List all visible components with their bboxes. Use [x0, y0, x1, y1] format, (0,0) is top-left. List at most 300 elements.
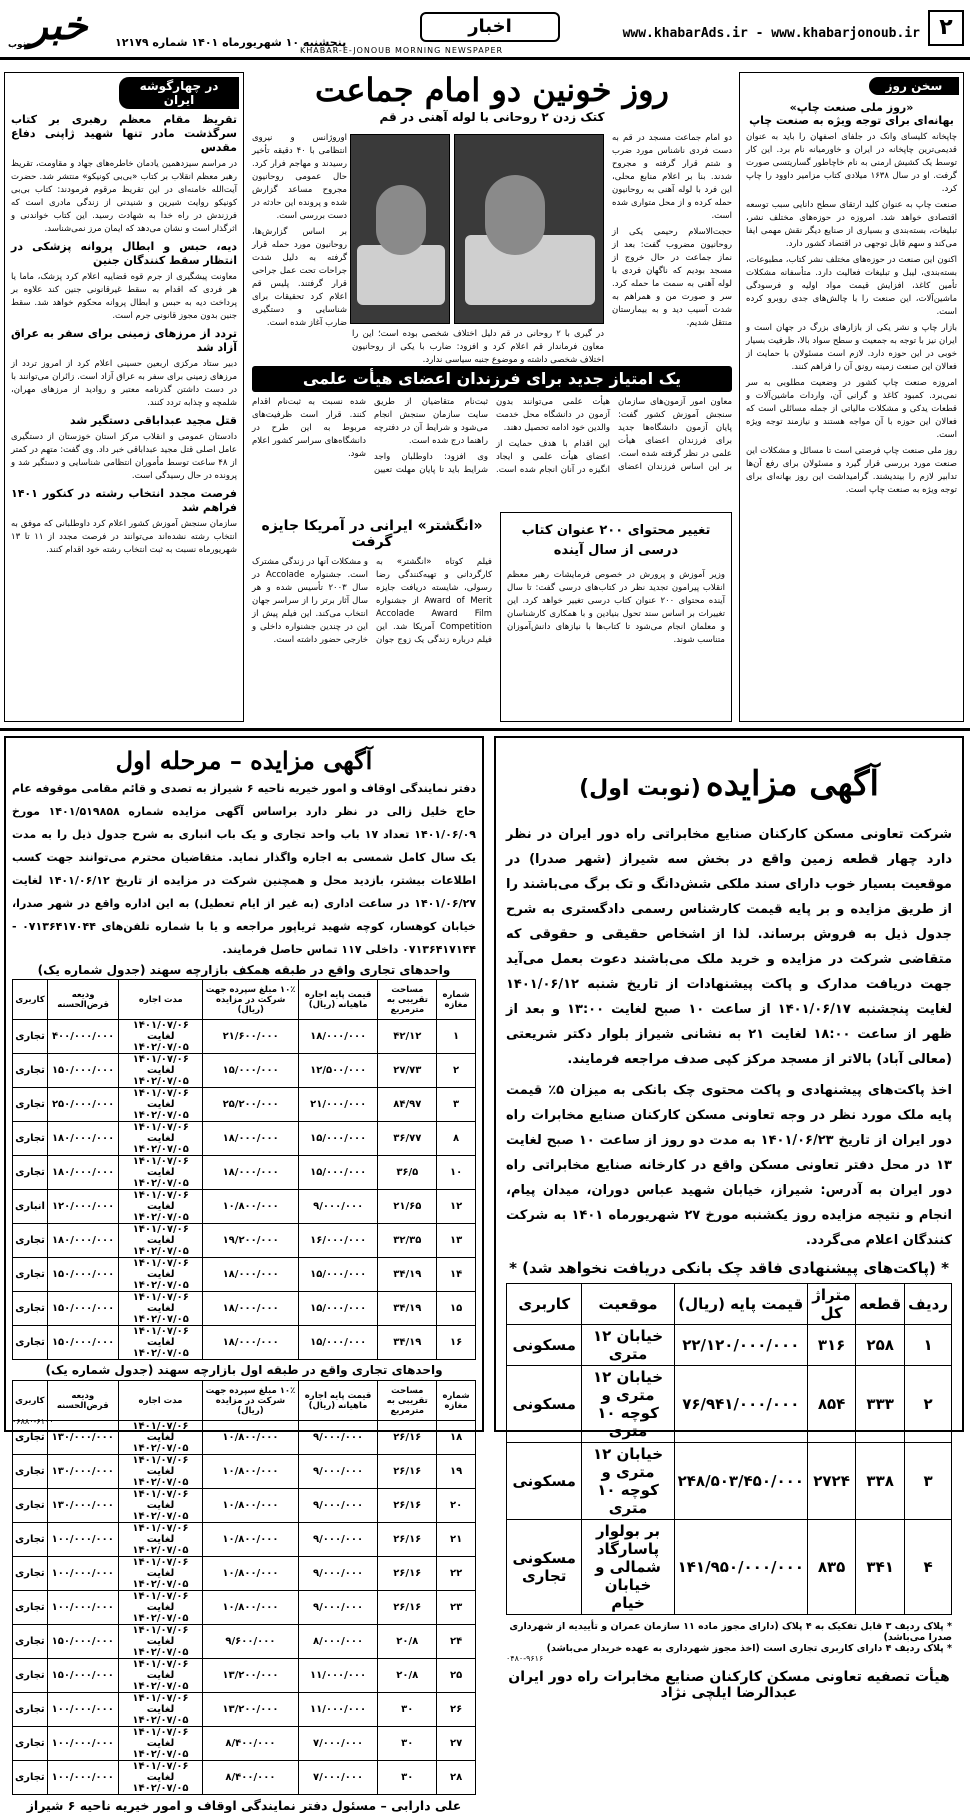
- table-cell: ۱۸۰/۰۰۰/۰۰۰: [48, 1122, 119, 1156]
- table-cell: ۱۵/۰۰۰/۰۰۰: [298, 1156, 377, 1190]
- table-row: [13, 1489, 476, 1523]
- paragraph: در گیری با ۲ روحانی در قم دلیل اختلاف شخصی بوده است؛ این را معاون فرماندار قم اعلام کرد و افزود: ضارب با یکی از روحانیون اختلاف شخصی داشته و موضوع جنبه سیاسی ندارد.: [352, 329, 604, 365]
- table-cell: ۳۴/۱۹: [378, 1292, 437, 1326]
- ad-right-body: شرکت تعاونی مسکن کارکنان صنایع مخابراتی راه دور ایران در نظر دارد چهار قطعه زمین واقع در بخش سه شیراز (شهر صدرا) در موقعیت بسیار خوب دارای سند ملکی شش‌دانگ و تک برگ می‌باشند را از طریق مزایده و بر پایه قیمت کارشناس رسمی دادگستری به شرح جدول ذیل به فروش برساند. لذا از اشخاص حقیقی و حقوقی که متقاضی شرکت در مزایده و خرید ملک می‌باشند دعوت بعمل می‌آید جهت دریافت مدارک و پاکت پیشنهادات از تاریخ شنبه ۱۴۰۱/۰۶/۱۲ لغایت پنجشنبه ۱۴۰۱/۰۶/۱۷ از ساعت ۱۰ صبح لغایت ۱۳:۰۰ و بعد از ظهر از ساعت ۱۸:۰۰ لغایت ۲۱ به نشانی شیراز بلوار دکتر شریعتی (معالی آباد) بالاتر از مسجد مرکز کپی صدف مراجعه فرمایند.: [506, 827, 953, 1067]
- table-cell: ۱۹: [437, 1455, 476, 1489]
- table-row: [13, 1258, 476, 1292]
- table-cell: ۳۰: [378, 1761, 437, 1795]
- table-cell: ۳۳۳: [856, 1366, 905, 1443]
- table-cell: تجاری: [13, 1020, 48, 1054]
- paragraph: روز ملی صنعت چاپ فرصتی است تا مسائل و مشکلات این صنعت مورد بررسی قرار گیرد و مسئولان برای رفع آن‌ها تدابیر لازم را بیندیشند. گرامیداشت این روز بهانه‌ای برای توجه ویژه به صنعت چاپ است.: [746, 446, 957, 495]
- table-cell: ۸/۴۰۰/۰۰۰: [203, 1761, 299, 1795]
- item-body: معاونت پیشگیری از جرم قوه قضاییه اعلام کرد پزشک، ماما یا هر فردی که اقدام به سقط غیرقانونی جنین کند علاوه بر پرداخت دیه به حبس و ابطال پروانه محکوم خواهد شد. سقط جنین بدون مجوز قانونی جرم است.: [11, 272, 237, 321]
- col-header: کاربری: [13, 980, 48, 1020]
- table-cell: تجاری: [13, 1455, 48, 1489]
- table-cell: ۱۰۰/۰۰۰/۰۰۰: [47, 1727, 118, 1761]
- film-news: [252, 512, 492, 722]
- science-banner: یک امتیاز جدید برای فرزندان اعضای هیأت علمی: [252, 366, 732, 392]
- table-row: [13, 1693, 476, 1727]
- ad-left-table1-title: واحدهای تجاری واقع در طبقه همکف بازارچه سهند (جدول شماره یک): [37, 963, 451, 977]
- table-cell: ۳۳۸: [856, 1443, 905, 1520]
- table-cell: مسکونی تجاری: [507, 1520, 582, 1615]
- editorial-title: «روز ملی صنعت چاپ»: [789, 101, 914, 114]
- table-cell: ۹/۰۰۰/۰۰۰: [298, 1591, 378, 1625]
- ad-right-footnote-2: * پلاک ردیف ۴ دارای کاربری تجاری است (اخذ مجوز شهرداری به عهده خریدار می‌باشد): [546, 1643, 952, 1654]
- table-cell: ۷۶/۹۴۱/۰۰۰/۰۰۰: [674, 1366, 807, 1443]
- item-headline: قتل مجید عبداباقی دستگیر شد: [70, 414, 237, 427]
- item-body: دادستان عمومی و انقلاب مرکز استان خوزستان از دستگیری عامل اصلی قتل مجید عبداباقی خبر داد. وی گفت: متهم در کمتر از ۴۸ ساعت توسط مأموران انتظامی شناسایی و دستگیر شد و پرونده در حال رسیدگی است.: [11, 432, 237, 481]
- table-cell: ۲۶/۱۶: [378, 1591, 437, 1625]
- table-cell: ۲۷: [437, 1727, 476, 1761]
- col-header: قیمت پایه اجاره ماهیانه (ریال): [298, 980, 377, 1020]
- table-cell: ۳۴۱: [856, 1520, 905, 1615]
- col-header: شماره مغازه: [437, 1381, 476, 1421]
- table-cell: ۱۹/۲۰۰/۰۰۰: [203, 1224, 299, 1258]
- table-header-row: [507, 1284, 952, 1325]
- table-row: [13, 1727, 476, 1761]
- table-cell: ۱۲: [437, 1190, 476, 1224]
- table-cell: ۳: [437, 1088, 476, 1122]
- ads-divider: [0, 728, 970, 731]
- table-cell: تجاری: [13, 1156, 48, 1190]
- table-cell: ۱۸/۰۰۰/۰۰۰: [203, 1122, 299, 1156]
- table-cell: ۲۶/۱۶: [378, 1489, 437, 1523]
- table-row: [13, 1088, 476, 1122]
- site-urls[interactable]: www.khabarAds.ir - www.khabarjonoub.ir: [622, 26, 920, 41]
- table-cell: تجاری: [13, 1489, 48, 1523]
- paragraph: اکنون این صنعت در حوزه‌های مختلف نشر کتاب، مطبوعات، بسته‌بندی، لیبل و تبلیغات فعالیت دارد. متأسفانه مشکلات تأمین کاغذ، افزایش قیمت مواد اولیه و فرسودگی ماشین‌آلات، این صنعت را با چالش‌های جدی روبرو کرده است.: [746, 255, 957, 317]
- table-cell: ۲۱/۰۰۰/۰۰۰: [298, 1088, 377, 1122]
- table-cell: تجاری: [13, 1727, 48, 1761]
- ad-right-notice: * (پاکت‌های پیشنهادی فاقد چک بانکی دریافت نخواهد شد) *: [509, 1259, 949, 1277]
- table-row: [507, 1325, 952, 1366]
- table-header-row: [13, 1381, 476, 1421]
- issue-line: پنجشنبه ۱۰ شهریورماه ۱۴۰۱ شماره ۱۲۱۷۹: [115, 36, 347, 49]
- paragraph: امروزه صنعت چاپ کشور در وضعیت مطلوبی به سر نمی‌برد. کمبود کاغذ و گرانی آن، واردات ماشین‌آلات و قطعات یدکی و مشکلات مالیاتی از جمله مسائلی است که فعالان این حوزه با آن مواجه هستند و نیازمند توجه ویژه است.: [746, 378, 957, 440]
- table-cell: ۱۴۰۱/۰۷/۰۶ لغایت ۱۴۰۲/۰۷/۰۵: [118, 1489, 202, 1523]
- table-cell: ۱۸/۰۰۰/۰۰۰: [298, 1020, 377, 1054]
- table-row: [507, 1366, 952, 1443]
- table-cell: ۱۵/۰۰۰/۰۰۰: [203, 1054, 299, 1088]
- table-cell: ۹/۶۰۰/۰۰۰: [203, 1625, 299, 1659]
- table-cell: ۱۰۰/۰۰۰/۰۰۰: [47, 1693, 118, 1727]
- lead-col-2: [252, 132, 347, 357]
- ad-left-signature: علی دارابی – مسئول دفتر نمایندگی اوقاف و امور خیریه ناحیه ۶ شیراز: [26, 1798, 462, 1813]
- table-cell: تجاری: [13, 1326, 48, 1360]
- table-row: [13, 1326, 476, 1360]
- col-header: مدت اجاره: [119, 980, 203, 1020]
- table-cell: ۹/۰۰۰/۰۰۰: [298, 1190, 377, 1224]
- table-cell: ۲۷۲۴: [807, 1443, 855, 1520]
- table-cell: ۱۰/۸۰۰/۰۰۰: [203, 1455, 299, 1489]
- book-news: [500, 512, 732, 722]
- paragraph: صنعت چاپ به عنوان کلید ارتقای سطح دانایی سبب توسعه اقتصادی خواهد شد. امروزه در حوزه‌های مختلف نشر، تبلیغات، بسته‌بندی و بسیاری از صنایع دیگر نقش مهمی ایفا می‌کند و سهم قابل توجهی در اقتصاد کشور دارد.: [746, 200, 957, 249]
- table-cell: تجاری: [13, 1292, 48, 1326]
- table-cell: مسکونی: [507, 1325, 582, 1366]
- table-cell: ۱۰/۸۰۰/۰۰۰: [203, 1190, 299, 1224]
- col-header: موقعیت: [582, 1284, 674, 1325]
- col-header: مدت اجاره: [118, 1381, 202, 1421]
- table-cell: ۳: [905, 1443, 952, 1520]
- paragraph: وی افزود: داوطلبان واجد شرایط باید تا پایان مهلت تعیین شده نسبت به ثبت‌نام اقدام کنند. قرار است ظرفیت‌های مربوط به این طرح در دانشگاه‌های سراسر کشور اعلام شود.: [252, 397, 488, 475]
- col-header: ۱۰٪ مبلغ سپرده جهت شرکت در مزایده (ریال): [203, 1381, 299, 1421]
- table-cell: ۹/۰۰۰/۰۰۰: [298, 1557, 378, 1591]
- table-cell: ۱۵۰/۰۰۰/۰۰۰: [48, 1258, 119, 1292]
- table-cell: ۱۰۰/۰۰۰/۰۰۰: [47, 1761, 118, 1795]
- table-cell: ۲۶/۱۶: [378, 1557, 437, 1591]
- table-cell: ۲۰/۸: [378, 1625, 437, 1659]
- table-cell: ۱۶: [437, 1326, 476, 1360]
- table-cell: تجاری: [13, 1659, 48, 1693]
- auction-ad-right: [494, 736, 964, 1701]
- section-label: اخبار: [420, 12, 560, 42]
- table-cell: ۲۶/۱۶: [378, 1523, 437, 1557]
- lead-photo-2: [350, 134, 450, 324]
- table-cell: ۱۴۰۱/۰۷/۰۶ لغایت ۱۴۰۲/۰۷/۰۵: [118, 1455, 202, 1489]
- ad-right-title: آگهی مزایده: [705, 764, 879, 804]
- logo-text: خبر: [28, 2, 88, 49]
- table-cell: ۱۳۰/۰۰۰/۰۰۰: [47, 1489, 118, 1523]
- ad-left-table-2: [12, 1380, 476, 1795]
- table-cell: ۲۴۸/۵۰۳/۴۵۰/۰۰۰: [674, 1443, 807, 1520]
- table-cell: ۱۰/۸۰۰/۰۰۰: [203, 1591, 299, 1625]
- col-header: قیمت پایه اجاره ماهیانه (ریال): [298, 1381, 378, 1421]
- masthead: [0, 0, 970, 60]
- table-cell: ۱۸/۰۰۰/۰۰۰: [203, 1258, 299, 1292]
- ad-right-signature-name: عبدالرضا ایلچی نژاد: [660, 1685, 798, 1701]
- table-cell: ۱۴۰۱/۰۷/۰۶ لغایت ۱۴۰۲/۰۷/۰۵: [119, 1224, 203, 1258]
- table-row: [507, 1443, 952, 1520]
- table-cell: ۲۰: [437, 1489, 476, 1523]
- table-cell: ۱۴۰۱/۰۷/۰۶ لغایت ۱۴۰۲/۰۷/۰۵: [119, 1122, 203, 1156]
- table-cell: ۲: [437, 1054, 476, 1088]
- table-row: [13, 1292, 476, 1326]
- table-row: [13, 1224, 476, 1258]
- table-cell: ۷/۰۰۰/۰۰۰: [298, 1761, 378, 1795]
- col-header: متراژ کل: [807, 1284, 855, 1325]
- ad-right-table-body: [507, 1325, 952, 1615]
- table-cell: ۱۴۰۱/۰۷/۰۶ لغایت ۱۴۰۲/۰۷/۰۵: [119, 1156, 203, 1190]
- table-row: [13, 1591, 476, 1625]
- table-row: [13, 1761, 476, 1795]
- table-cell: ۲۱/۶۰۰/۰۰۰: [203, 1020, 299, 1054]
- table-cell: ۲۵: [437, 1659, 476, 1693]
- table-cell: ۱۵۰/۰۰۰/۰۰۰: [47, 1625, 118, 1659]
- table-cell: ۱۴۰۱/۰۷/۰۶ لغایت ۱۴۰۲/۰۷/۰۵: [118, 1625, 202, 1659]
- table-cell: ۱۴۰۱/۰۷/۰۶ لغایت ۱۴۰۲/۰۷/۰۵: [119, 1326, 203, 1360]
- table-cell: ۲۰/۸: [378, 1659, 437, 1693]
- table-cell: ۹/۰۰۰/۰۰۰: [298, 1489, 378, 1523]
- table-cell: ۱۳۰/۰۰۰/۰۰۰: [47, 1455, 118, 1489]
- lead-headline: روز خونین دو امام جماعت: [315, 71, 669, 109]
- item-body: در مراسم سیزدهمین یادمان خاطره‌های جهاد و مقاومت، تقریظ رهبر معظم انقلاب بر کتاب «بی‌بی کونیکو» منتشر شد. حضرت آیت‌الله خامنه‌ای در این تقریظ مرقوم فرمودند: کتاب بی‌بی کونیکو روایت شیرین و شنیدنی از زندگی مادری است که فرزندش در راه خدا به شهادت رسید. این کتاب خواندنی و اثرگذار است و نشان می‌دهد که ایمان مرز نمی‌شناسد.: [11, 159, 237, 234]
- table-cell: ۱۸/۰۰۰/۰۰۰: [203, 1326, 299, 1360]
- table-row: [507, 1520, 952, 1615]
- table-cell: تجاری: [13, 1224, 48, 1258]
- table-cell: تجاری: [13, 1122, 48, 1156]
- table-cell: ۱۱/۰۰۰/۰۰۰: [298, 1659, 378, 1693]
- lead-col-3: [352, 328, 604, 365]
- ad-right-title-suffix: (نوبت اول): [579, 776, 701, 801]
- paragraph: اوروژانس و نیروی انتظامی با ۴۰ دقیقه تأخیر رسیدند و مهاجم فرار کرد. حال عمومی روحانیون مجروح مساعد گزارش شده و پرونده این حادثه در دست بررسی است.: [252, 133, 348, 221]
- table-cell: ۸/۰۰۰/۰۰۰: [298, 1625, 378, 1659]
- table-row: [13, 1625, 476, 1659]
- col-header: قطعه: [856, 1284, 905, 1325]
- table-cell: ۱۴۰۱/۰۷/۰۶ لغایت ۱۴۰۲/۰۷/۰۵: [118, 1761, 202, 1795]
- table-cell: ۱۲/۵۰۰/۰۰۰: [298, 1054, 377, 1088]
- ad-right-footnote-1: * پلاک ردیف ۳ قابل تفکیک به ۴ پلاک (دارای مجوز ماده ۱۱ سازمان عمران و تأییدیه از شهرداری صدرا می‌باشد): [509, 1621, 952, 1643]
- table-row: [13, 1455, 476, 1489]
- province-news: [4, 72, 244, 722]
- table-cell: ۱۸/۰۰۰/۰۰۰: [203, 1292, 299, 1326]
- table-cell: ۱۴۰۱/۰۷/۰۶ لغایت ۱۴۰۲/۰۷/۰۵: [119, 1020, 203, 1054]
- ad-right-signature-org: هیأت تصفیه تعاونی مسکن کارکنان صنایع مخابرات راه دور ایران: [508, 1669, 950, 1685]
- table-cell: ۱۰/۸۰۰/۰۰۰: [203, 1489, 299, 1523]
- province-body: [5, 113, 243, 723]
- table-cell: ۲۷/۷۳: [378, 1054, 437, 1088]
- table-cell: ۸: [437, 1122, 476, 1156]
- table-cell: ۱۵: [437, 1292, 476, 1326]
- col-header: کاربری: [13, 1381, 48, 1421]
- paragraph: حجت‌الاسلام رحیمی یکی از روحانیون مضروب گفت: بعد از نماز جماعت در حال خروج از مسجد بودیم که ناگهان فردی با لوله آهنی به سمت ما حمله کرد. سر و صورت من و همراهم به شدت آسیب دید و به بیمارستان منتقل شدیم.: [612, 227, 732, 328]
- table-cell: ۲۵۸: [856, 1325, 905, 1366]
- book-headline: تغییر محتوای ۲۰۰ عنوان کتاب درسی از سال آینده: [521, 523, 711, 558]
- item-headline: دیه، حبس و ابطال پروانه پزشکی در انتظار سقط کنندگان جنین: [11, 240, 237, 267]
- science-body: [252, 396, 732, 506]
- table-cell: ۱۳: [437, 1224, 476, 1258]
- item-body: دبیر ستاد مرکزی اربعین حسینی اعلام کرد از امروز تردد از مرزهای زمینی برای سفر به عراق آزاد است. زائران می‌توانند با در دست داشتن گذرنامه معتبر و روادید از مرزهای مهران، شلمچه و چذابه تردد کنند.: [11, 359, 237, 408]
- paragraph: بر اساس گزارش‌ها، روحانیون مورد حمله قرار گرفته به دلیل شدت جراحات تحت عمل جراحی قرار گرفتند. پلیس قم اعلام کرد تحقیقات برای شناسایی و دستگیری ضارب آغاز شده است.: [252, 227, 347, 328]
- film-headline: «انگشتر» ایرانی در آمریکا جایزه گرفت: [261, 518, 483, 550]
- table-cell: ۱۵۰/۰۰۰/۰۰۰: [47, 1659, 118, 1693]
- table-cell: ۲۱/۶۵: [378, 1190, 437, 1224]
- table-cell: ۱۰/۸۰۰/۰۰۰: [203, 1557, 299, 1591]
- table-cell: ۲۶/۱۶: [378, 1421, 437, 1455]
- table-cell: ۱۴۱/۹۵۰/۰۰۰/۰۰۰: [674, 1520, 807, 1615]
- strapline: KHABAR-E-JONOUB MORNING NEWSPAPER: [300, 46, 504, 55]
- col-header: مساحت تقریبی به مترمربع: [378, 980, 437, 1020]
- table-cell: خیابان ۱۲ متری: [582, 1325, 674, 1366]
- table-cell: انباری: [13, 1190, 48, 1224]
- table-cell: ۱۵۰/۰۰۰/۰۰۰: [48, 1292, 119, 1326]
- table-cell: ۱۶/۰۰۰/۰۰۰: [298, 1224, 377, 1258]
- ad-left-table-1-body: [13, 1020, 476, 1360]
- table-row: [13, 1020, 476, 1054]
- ad-right-table: [506, 1283, 952, 1615]
- table-cell: تجاری: [13, 1557, 48, 1591]
- table-cell: ۱۴: [437, 1258, 476, 1292]
- table-cell: ۲۶/۱۶: [378, 1455, 437, 1489]
- table-cell: ۸۵۴: [807, 1366, 855, 1443]
- table-row: [13, 1122, 476, 1156]
- table-cell: ۳۱۶: [807, 1325, 855, 1366]
- table-cell: ۲۱: [437, 1523, 476, 1557]
- table-cell: ۱۰۰/۰۰۰/۰۰۰: [47, 1523, 118, 1557]
- table-cell: ۱۴۰۱/۰۷/۰۶ لغایت ۱۴۰۲/۰۷/۰۵: [118, 1591, 202, 1625]
- table-cell: تجاری: [13, 1421, 48, 1455]
- table-cell: ۱۴۰۱/۰۷/۰۶ لغایت ۱۴۰۲/۰۷/۰۵: [118, 1693, 202, 1727]
- province-label: در چهارگوشه ایران: [119, 77, 239, 109]
- table-row: [13, 1557, 476, 1591]
- table-cell: مسکونی: [507, 1366, 582, 1443]
- table-cell: ۳۰: [378, 1727, 437, 1761]
- book-body: وزیر آموزش و پرورش در خصوص فرمایشات رهبر معظم انقلاب پیرامون تجدید نظر در کتاب‌های درسی گفت: تا سال آینده محتوای ۲۰۰ عنوان کتاب درسی تغییر خواهد کرد. این تغییرات بر اساس سند تحول بنیادین و با همکاری کارشناسان و معلمان انجام می‌شود تا کتاب‌ها با نیازهای دانش‌آموزان متناسب شوند.: [507, 570, 725, 645]
- table-cell: ۱۸۰/۰۰۰/۰۰۰: [48, 1224, 119, 1258]
- table-cell: ۲۶: [437, 1693, 476, 1727]
- col-header: کاربری: [507, 1284, 582, 1325]
- table-cell: ۸۴/۹۷: [378, 1088, 437, 1122]
- table-cell: ۱۴۰۱/۰۷/۰۶ لغایت ۱۴۰۲/۰۷/۰۵: [118, 1557, 202, 1591]
- col-header: مساحت تقریبی به مترمربع: [378, 1381, 437, 1421]
- table-cell: ۱۰: [437, 1156, 476, 1190]
- table-cell: ۷/۰۰۰/۰۰۰: [298, 1727, 378, 1761]
- table-cell: ۱۳/۲۰۰/۰۰۰: [203, 1693, 299, 1727]
- table-cell: ۱۵/۰۰۰/۰۰۰: [298, 1292, 377, 1326]
- table-cell: مسکونی: [507, 1443, 582, 1520]
- table-cell: ۳۴/۱۹: [378, 1258, 437, 1292]
- col-header: ردیف: [905, 1284, 952, 1325]
- table-cell: ۸۳۵: [807, 1520, 855, 1615]
- table-cell: ۲۵۰/۰۰۰/۰۰۰: [48, 1088, 119, 1122]
- table-cell: ۱۴۰۱/۰۷/۰۶ لغایت ۱۴۰۲/۰۷/۰۵: [119, 1054, 203, 1088]
- table-row: [13, 1421, 476, 1455]
- col-header: ودیعه قرض‌الحسنه: [48, 980, 119, 1020]
- editorial-box: [739, 72, 964, 722]
- table-cell: خیابان ۱۲ متری و کوچه ۱۰ متری: [582, 1443, 674, 1520]
- col-header: شماره مغازه: [437, 980, 476, 1020]
- table-cell: ۱۲۰/۰۰۰/۰۰۰: [48, 1190, 119, 1224]
- ad-right-body-2: اخذ پاکت‌های پیشنهادی و پاکت محتوی چک بانکی به میزان ۵٪ قیمت پایه ملک مورد نظر در وجه تعاونی مسکن کارکنان صنایع مخابرات راه دور ایران از تاریخ ۱۴۰۱/۰۶/۲۳ به مدت دو روز از ساعت ۱۰ صبح لغایت ۱۳ در محل دفتر تعاونی مسکن واقع در کارخانه صنایع مخابراتی راه دور ایران به آدرس: شیراز، خیابان شهید عباس دوران، میدان پیام، انجام و نتیجه مزایده روز یکشنبه مورخ ۲۷ شهریورماه ۱۴۰۱ به شرکت کنندگان اعلام می‌گردد.: [506, 1083, 952, 1248]
- table-cell: ۴۰۰/۰۰۰/۰۰۰: [48, 1020, 119, 1054]
- table-cell: ۹/۰۰۰/۰۰۰: [298, 1421, 378, 1455]
- table-cell: ۳۶/۷۷: [378, 1122, 437, 1156]
- table-cell: ۱۴۰۱/۰۷/۰۶ لغایت ۱۴۰۲/۰۷/۰۵: [119, 1292, 203, 1326]
- editorial-body: [740, 131, 963, 716]
- table-cell: تجاری: [13, 1625, 48, 1659]
- table-cell: ۱۰۰/۰۰۰/۰۰۰: [47, 1557, 118, 1591]
- table-cell: ۱۵۰/۰۰۰/۰۰۰: [48, 1326, 119, 1360]
- ad-left-table2-title: واحدهای تجاری واقع در طبقه اول بازارچه سهند (جدول شماره یک): [45, 1363, 443, 1377]
- table-cell: ۲۲: [437, 1557, 476, 1591]
- table-cell: تجاری: [13, 1591, 48, 1625]
- film-body: فیلم کوتاه «انگشتر» به کارگردانی و تهیه‌کنندگی رضا رسولی، شایسته دریافت جایزه Award of Merit از جشنواره Accolade Award Film Competition آمریکا شد. این فیلم درباره زندگی یک زوج جوان و مشکلات آنها در زندگی مشترک است. جشنواره Accolade در سال ۲۰۰۳ تأسیس شده و هر سال آثار برتر را از سراسر جهان انتخاب می‌کند. این فیلم پیش از این در چندین جشنواره داخلی و خارجی حضور داشته است.: [252, 557, 492, 645]
- table-cell: ۲۳: [437, 1591, 476, 1625]
- table-cell: ۳۲/۳۵: [378, 1224, 437, 1258]
- table-cell: ۱۴۰۱/۰۷/۰۶ لغایت ۱۴۰۲/۰۷/۰۵: [118, 1523, 202, 1557]
- table-cell: بر بولوار پاسارگاد شمالی و خیابان خیام: [582, 1520, 674, 1615]
- table-cell: ۱۴۰۱/۰۷/۰۶ لغایت ۱۴۰۲/۰۷/۰۵: [119, 1258, 203, 1292]
- table-cell: ۱۰/۸۰۰/۰۰۰: [203, 1523, 299, 1557]
- ad-left-title: آگهی مزایده – مرحله اول: [115, 746, 373, 775]
- editorial-subtitle: بهانه‌ای برای توجه ویژه به صنعت چاپ: [749, 114, 954, 127]
- editorial-label: سخن روز: [869, 77, 959, 95]
- table-cell: ۲: [905, 1366, 952, 1443]
- item-headline: تردد از مرزهای زمینی برای سفر به عراق آزاد شد: [11, 327, 237, 354]
- col-header: قیمت پایه (ریال): [674, 1284, 807, 1325]
- page-number: ۲: [928, 10, 964, 46]
- table-cell: ۱۴۰۱/۰۷/۰۶ لغایت ۱۴۰۲/۰۷/۰۵: [119, 1190, 203, 1224]
- table-cell: ۲۲/۱۲۰/۰۰۰/۰۰۰: [674, 1325, 807, 1366]
- ad-right-heading: [506, 764, 952, 804]
- ad-left-code: ۰۶۸۸۰-۶۱۰۰: [12, 1417, 54, 1426]
- paragraph: چاپخانه کلیسای وانک در جلفای اصفهان را باید به عنوان قدیمی‌ترین چاپخانه در ایران و خاورمیانه نام برد. این کار توسط یک کشیش ارمنی به نام خاچاطور گساریتسی صورت گرفت. او در سال ۱۶۳۸ میلادی کتاب مزامیر داوود را چاپ کرد.: [746, 132, 957, 194]
- table-cell: ۱۴۰۱/۰۷/۰۶ لغایت ۱۴۰۲/۰۷/۰۵: [118, 1659, 202, 1693]
- table-cell: تجاری: [13, 1523, 48, 1557]
- table-header-row: [13, 980, 476, 1020]
- table-cell: تجاری: [13, 1693, 48, 1727]
- paragraph: این اقدام با هدف حمایت از اعضای هیأت علمی و ایجاد انگیزه در آنان انجام شده است. ثبت‌نام متقاضیان از طریق سایت سازمان سنجش انجام می‌شود و شرایط آن در دفترچه راهنما درج شده است.: [374, 397, 610, 475]
- lead-story: [252, 70, 732, 365]
- table-row: [13, 1156, 476, 1190]
- table-cell: ۲۸: [437, 1761, 476, 1795]
- col-header: ودیعه قرض‌الحسنه: [47, 1381, 118, 1421]
- table-cell: ۱۰۰/۰۰۰/۰۰۰: [47, 1591, 118, 1625]
- ad-left-table-2-body: [13, 1421, 476, 1795]
- item-body: سازمان سنجش آموزش کشور اعلام کرد داوطلبانی که موفق به انتخاب رشته نشده‌اند می‌توانند در فرصت مجدد از ۱۱ تا ۱۳ شهریورماه نسبت به ثبت انتخاب رشته خود اقدام کنند.: [11, 519, 238, 555]
- table-cell: ۱۴۰۱/۰۷/۰۶ لغایت ۱۴۰۲/۰۷/۰۵: [119, 1088, 203, 1122]
- col-header: ۱۰٪ مبلغ سپرده جهت شرکت در مزایده (ریال): [203, 980, 299, 1020]
- table-row: [13, 1054, 476, 1088]
- table-cell: ۱۸: [437, 1421, 476, 1455]
- table-cell: ۱۳۰/۰۰۰/۰۰۰: [47, 1421, 118, 1455]
- table-cell: ۴: [905, 1520, 952, 1615]
- table-row: [13, 1659, 476, 1693]
- table-cell: ۱۰/۸۰۰/۰۰۰: [203, 1421, 299, 1455]
- item-headline: فرصت مجدد انتخاب رشته در کنکور ۱۴۰۱ فراهم شد: [11, 487, 237, 514]
- table-cell: ۱۵/۰۰۰/۰۰۰: [298, 1122, 377, 1156]
- auction-ad-left: [4, 736, 484, 1813]
- table-cell: ۱۸/۰۰۰/۰۰۰: [203, 1156, 299, 1190]
- table-cell: ۲۴: [437, 1625, 476, 1659]
- table-cell: ۱۳/۲۰۰/۰۰۰: [203, 1659, 299, 1693]
- table-cell: ۴۲/۱۲: [378, 1020, 437, 1054]
- lead-photo-1: [454, 134, 604, 324]
- table-row: [13, 1190, 476, 1224]
- table-cell: ۱: [437, 1020, 476, 1054]
- ad-left-body: دفتر نمایندگی اوقاف و امور خیریه ناحیه ۶ شیراز به تصدی و قائم مقامی موقوفه عام حاج خلیل زالی در نظر دارد براساس آگهی مزایده شماره ۱۴۰۱/۵۱۹۸۵۸ مورخ ۱۴۰۱/۰۶/۰۹ تعداد ۱۷ باب واحد تجاری و یک باب انباری به شرح جدول ذیل را به مدت یک سال کامل شمسی به اجاره واگذار نماید. متقاضیان محترم می‌توانند جهت کسب اطلاعات بیشتر، بازدید محل و همچنین شرکت در مزایده از تاریخ ۱۴۰۱/۰۶/۱۲ لغایت ۱۴۰۱/۰۶/۲۷ در ساعت اداری (به غیر از ایام تعطیل) به این اداره واقع در شهر صدرا، خیابان کوهسار، کوچه شهید ثریاپور مراجعه و یا با شماره تلفن‌های ۰۷۱۳۶۴۱۷۰۴۴ - ۰۷۱۳۶۴۱۷۱۴۴ داخلی ۱۱۷ تماس حاصل فرمایند.: [12, 782, 477, 956]
- table-cell: ۱: [905, 1325, 952, 1366]
- table-cell: ۳۰: [378, 1693, 437, 1727]
- table-cell: تجاری: [13, 1761, 48, 1795]
- ad-right-code: ۰۴۸۰-۹۶۱۶: [506, 1654, 544, 1663]
- table-cell: ۱۸۰/۰۰۰/۰۰۰: [48, 1156, 119, 1190]
- table-cell: ۱۵/۰۰۰/۰۰۰: [298, 1326, 377, 1360]
- table-cell: ۱۱/۰۰۰/۰۰۰: [298, 1693, 378, 1727]
- ad-left-table-1: [12, 979, 476, 1360]
- table-cell: ۸/۴۰۰/۰۰۰: [203, 1727, 299, 1761]
- table-cell: ۹/۰۰۰/۰۰۰: [298, 1455, 378, 1489]
- table-cell: ۱۵۰/۰۰۰/۰۰۰: [48, 1054, 119, 1088]
- table-cell: ۹/۰۰۰/۰۰۰: [298, 1523, 378, 1557]
- paragraph: دو امام جماعت مسجد در قم به دست فردی ناشناس مورد ضرب و شتم قرار گرفته و مجروح شدند. بنا بر اعلام منابع محلی، این فرد با لوله آهنی به روحانیون حمله کرده و از محل متواری شده است.: [612, 133, 732, 221]
- table-cell: ۱۴۰۱/۰۷/۰۶ لغایت ۱۴۰۲/۰۷/۰۵: [118, 1727, 202, 1761]
- table-cell: تجاری: [13, 1054, 48, 1088]
- item-headline: تقریظ مقام معظم رهبری بر کتاب سرگذشت مادر تنها شهید ژاپنی دفاع مقدس: [11, 113, 237, 154]
- table-cell: ۳۶/۵: [378, 1156, 437, 1190]
- table-cell: تجاری: [13, 1088, 48, 1122]
- table-cell: ۲۵/۲۰۰/۰۰۰: [203, 1088, 299, 1122]
- lead-col-1: [612, 132, 732, 357]
- table-cell: تجاری: [13, 1258, 48, 1292]
- table-cell: ۱۴۰۱/۰۷/۰۶ لغایت ۱۴۰۲/۰۷/۰۵: [118, 1421, 202, 1455]
- logo-sub: جنوب: [8, 40, 33, 50]
- table-row: [13, 1523, 476, 1557]
- lead-subheadline: کتک زدن ۲ روحانی با لوله آهنی در قم: [379, 110, 605, 124]
- table-cell: خیابان ۱۲ متری و کوچه ۱۰ متری: [582, 1366, 674, 1443]
- table-cell: ۱۵/۰۰۰/۰۰۰: [298, 1258, 377, 1292]
- table-cell: ۳۴/۱۹: [378, 1326, 437, 1360]
- paragraph: بازار چاپ و نشر یکی از بازارهای بزرگ در جهان است و ایران نیز با توجه به جمعیت و سطح سواد بالا، ظرفیت بسیار خوبی در این حوزه دارد. لازم است مسئولان با حمایت از فعالان این صنعت زمینه رونق آن را فراهم کنند.: [746, 323, 957, 372]
